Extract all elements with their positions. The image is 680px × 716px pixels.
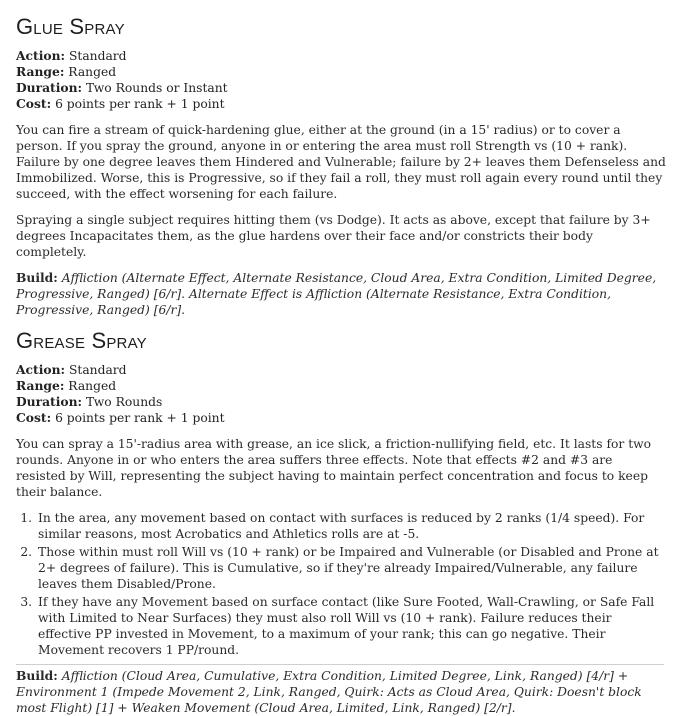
stat-row-range [16,378,666,394]
stat-value: Two Rounds or Instant [86,81,228,95]
description-paragraph: You can spray a 15'-radius area with grease, an ice slick, a friction-nullifying field, etc. It lasts for two rounds. Anyone in or who enters the area suffers three effects. Note that effects #2 and #3 are resisted by Will, representing the subject having to maintain perfect concentration and focus to keep their balance. [16,437,652,499]
stat-row-action [16,362,666,378]
stat-label: Cost: [16,410,52,425]
stat-row-duration [16,394,666,410]
stat-label: Cost: [16,96,52,111]
stat-value: Ranged [68,379,117,393]
stat-label: Range: [16,378,65,393]
stat-row-range [16,64,666,80]
stat-label: Duration: [16,80,83,95]
stat-label: Action: [16,48,66,63]
list-item: 3. If they have any Movement based on surface contact (like Sure Footed, Wall-Crawling, or Safe Fall with Limited to Near Surfaces) they must also roll Will vs (10 + rank). Failure reduces their effective PP invested in Movement, to a maximum of your rank; this can go negative. Their Movement recovers 1 PP/round. [36,594,666,658]
section-divider [16,664,664,665]
stat-label: Range: [16,64,65,79]
stat-label: Action: [16,362,66,377]
stat-value: 6 points per rank + 1 point [55,411,225,425]
list-item: 2. Those within must roll Will vs (10 + rank) or be Impaired and Vulnerable (or Disabled and Prone at 2+ degrees of failure). This is Cumulative, so if they're already Impaired/Vulnerable, any failure leaves them Disabled/Prone. [36,544,666,592]
description-paragraph: You can fire a stream of quick-hardening glue, either at the ground (in a 15' radius) or to cover a person. If you spray the ground, anyone in or entering the area must roll Strength vs (10 + rank). Failure by one degree leaves them Hindered and Vulnerable; failure by 2+ leaves them Defenseless and Immobilized. Worse, this is Progressive, so if they fail a roll, they must roll again every round until they succeed, with the effect worsening for each failure. [16,123,666,201]
stat-row-cost [16,410,666,426]
glue-spray-section [16,14,666,318]
stat-value: Standard [68,49,127,63]
power-stats [16,48,666,112]
section-title: Glue Spray [16,14,125,39]
stat-label: Duration: [16,394,83,409]
effects-list [16,510,666,658]
power-stats [16,362,666,426]
build-line [16,668,666,716]
grease-spray-section [16,328,666,716]
build-label: Build: [16,270,58,285]
stat-value: Standard [68,363,127,377]
stat-row-action [16,48,666,64]
description-paragraph: Spraying a single subject requires hitting them (vs Dodge). It acts as above, except that failure by 3+ degrees Incapacitates them, as the glue hardens over their face and/or constricts their body completely. [16,213,651,259]
section-title: Grease Spray [16,328,147,353]
build-label: Build: [16,668,58,683]
stat-value: 6 points per rank + 1 point [55,97,225,111]
stat-value: Ranged [68,65,117,79]
build-text: Affliction (Cloud Area, Cumulative, Extra Condition, Limited Degree, Link, Ranged) [4/r] + Environment 1 (Impede Movement 2, Link, Ranged, Quirk: Acts as Cloud Area, Quirk: Doesn't block most Flight) [1] + Weaken Movement (Cloud Area, Limited, Link, Ranged) [2/r]. [16,669,642,715]
build-text: Affliction (Alternate Effect, Alternate Resistance, Cloud Area, Extra Condition, Limited Degree, Progressive, Ranged) [6/r]. Alternate Effect is Affliction (Alternate Resistance, Extra Condition, Progressive, Ranged) [6/r]. [16,271,657,317]
stat-row-duration [16,80,666,96]
list-item: 1. In the area, any movement based on contact with surfaces is reduced by 2 ranks (1/4 speed). For similar reasons, most Acrobatics and Athletics rolls are at -5. [36,510,666,542]
stat-value: Two Rounds [86,395,163,409]
build-line [16,270,666,318]
stat-row-cost [16,96,666,112]
